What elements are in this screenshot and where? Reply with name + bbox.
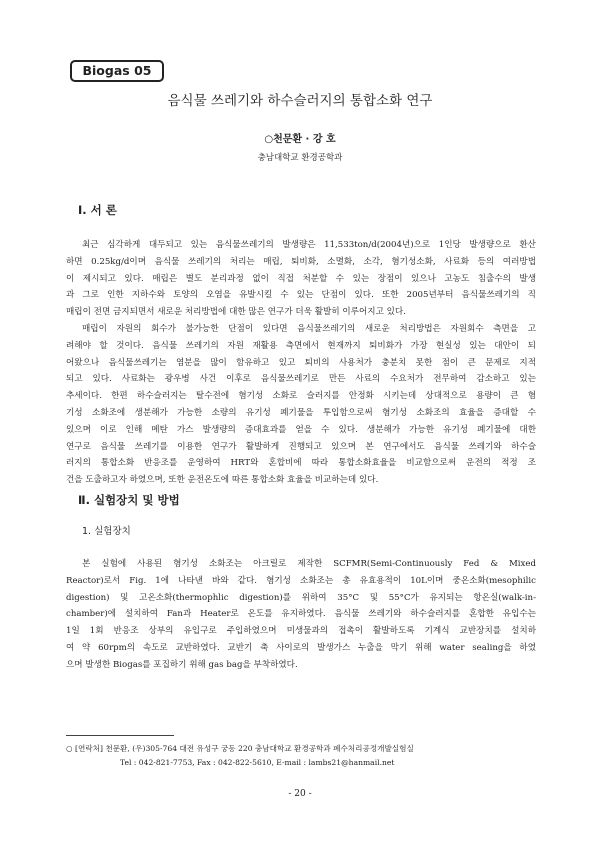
page-number: - 20 -	[288, 789, 312, 799]
text-line: 되고 있다. 사료화는 광우병 사건 이후로 음식물쓰레기로 만든 사료의 수요처가 전무하여 감소하고 있는	[66, 374, 536, 385]
session-tag: Biogas 05	[70, 60, 164, 82]
text-line: 여 약 60rpm의 속도로 교반하였다. 교반기 축 사이로의 발생가스 누출을 막기 위해 water sealing을 하였	[66, 642, 536, 653]
text-line: 매립이 전면 금지되면서 새로운 처리방법에 대한 많은 연구가 더욱 활발히 이루어지고 있다.	[66, 307, 406, 318]
text-line: 려해야 할 것이다. 음식물 쓰레기의 자원 재활용 측면에서 현재까지 퇴비화가 가장 현실성 있는 대안이 되	[66, 340, 536, 351]
affiliation: 충남대학교 환경공학과	[257, 153, 343, 163]
text-line: 최근 심각하게 대두되고 있는 음식물쓰레기의 발생량은 11,533ton/d(2004년)으로 1인당 발생량으로 환산	[82, 240, 536, 250]
text-line: 어왔으나 음식물쓰레기는 염분을 많이 함유하고 있고 퇴비의 사용처가 충분치 못한 점이 큰 문제로 지적	[66, 357, 536, 368]
paper-title: 음식물 쓰레기와 하수슬러지의 통합소화 연구	[167, 93, 433, 109]
authors: ○천문환 · 강 호	[264, 134, 336, 145]
text-line: 본 실험에 사용된 혐기성 소화조는 아크릴로 제작한 SCFMR(Semi-Continuously Fed & Mixed	[82, 559, 536, 569]
text-line: 으며 발생한 Biogas를 포집하기 위해 gas bag을 부착하였다.	[66, 659, 298, 670]
intro-paragraph-1	[66, 237, 536, 321]
text-line: 건을 도출하고자 하였으며, 또한 운전온도에 따른 통합소화 효율을 비교하는데 있다.	[66, 475, 379, 486]
section-heading-introduction: Ⅰ. 서 론	[78, 203, 117, 217]
footnote-contact: ○ [연락처] 천문환, (우)305-764 대전 유성구 궁동 220 충남대학교 환경공학과 폐수처리공정개발실험실	[66, 744, 414, 753]
text-line: 추세이다. 한편 하수슬러지는 탈수전에 혐기성 소화로 슬러지를 안정화 시키는데 상대적으로 용량이 큰 혐	[66, 391, 536, 402]
text-line: digestion) 및 고온소화(thermophlic digestion)를 위하여 35°C 및 55°C가 유지되는 항온실(walk-in-	[66, 592, 536, 603]
text-line: 연구로 음식물 쓰레기를 이용한 연구가 활발하게 진행되고 있으며 본 연구에서도 음식물 쓰레기와 하수슬	[66, 441, 536, 452]
footnote-divider	[66, 735, 174, 736]
text-line: 러지의 통합소화 반응조를 운영하여 HRT와 혼합비에 따라 통합소화효율을 비교함으로써 운전의 적정 조	[66, 458, 536, 469]
text-line: 1일 1회 반응조 상부의 유입구로 주입하였으며 미생물과의 접촉이 활발하도록 기계식 교반장치를 설치하	[66, 626, 536, 637]
methods-paragraph	[66, 556, 536, 674]
text-line: 매립이 자원의 회수가 불가능한 단점이 있다면 음식물쓰레기의 새로운 처리방법은 자원회수 측면을 고	[82, 324, 536, 334]
text-line: Reactor)로서 Fig. 1에 나타낸 바와 같다. 혐기성 소화조는 총 유효용적이 10L이며 중온소화(mesophilic	[66, 575, 536, 586]
text-line: 기성 소화조에 생분해가 가능한 소량의 유기성 폐기물을 투입함으로써 혐기성 소화조의 효율을 증대할 수	[66, 407, 536, 418]
text-line: 있으며 이로 인해 메탄 가스 발생량의 증대효과를 얻을 수 있다. 생분해가 가능한 유기성 폐기물에 대한	[66, 424, 536, 435]
intro-paragraph-2	[66, 321, 536, 489]
subsection-heading-apparatus: 1. 실험장치	[82, 526, 131, 537]
text-line: 과 그로 인한 지하수와 토양의 오염을 유발시킬 수 있는 단점이 있다. 또한 2005년부터 음식물쓰레기의 직	[66, 290, 536, 301]
section-heading-methods: Ⅱ. 실험장치 및 방법	[78, 493, 180, 507]
text-line: 이 제시되고 있다. 매립은 별도 분리과정 없이 직접 처분할 수 있는 장점이 있으나 고농도 침출수의 발생	[66, 273, 536, 284]
text-line: 하면 0.25kg/d이며 음식물 쓰레기의 처리는 매립, 퇴비화, 소멸화, 소각, 혐기성소화, 사료화 등의 여러방법	[66, 256, 536, 267]
footnote-phone-email: Tel : 042-821-7753, Fax : 042-822-5610, E-mail : lambs21@hanmail.net	[120, 758, 395, 767]
text-line: chamber)에 설치하여 Fan과 Heater로 온도를 유지하였다. 음식물 쓰레기와 하수슬러지를 혼합한 유입수는	[66, 609, 536, 620]
